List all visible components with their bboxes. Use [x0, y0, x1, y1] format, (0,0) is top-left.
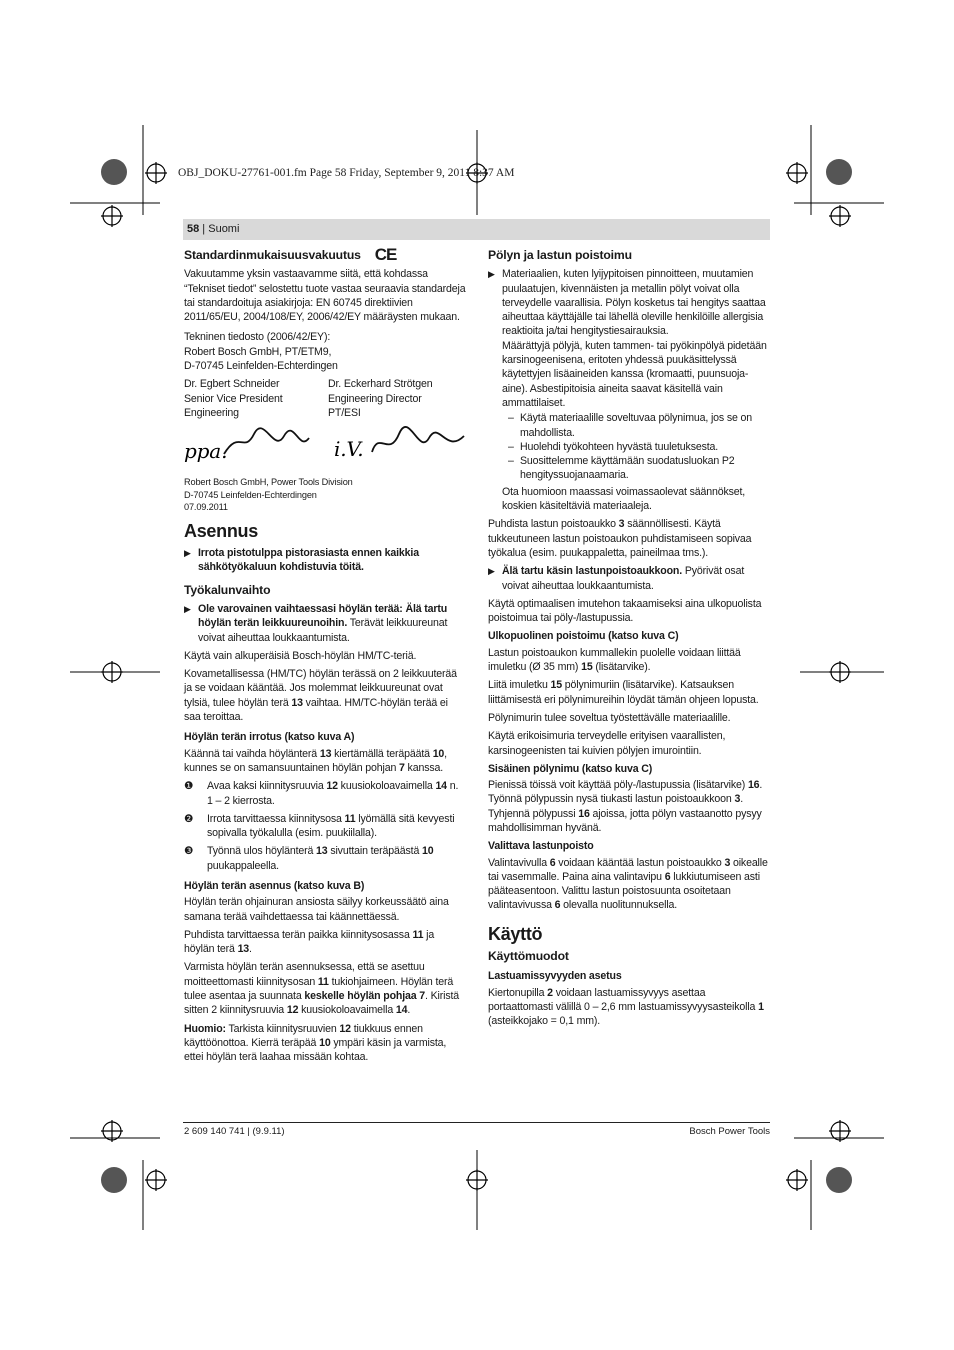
- conformity-text: Vakuutamme yksin vastaavamme siitä, että kohdassa “Tekniset tiedot” selostettu tuote vastaa seuraavia standardeja tai standardoituja asiakirjoja: EN 60745 direktiivien 2011/65/EU, 2004/108/EY, 2006/42/EY määräysten mukaan.: [184, 268, 466, 324]
- footer-left: 2 609 140 741 | (9.9.11): [184, 1126, 285, 1137]
- text: olevalla nuolitunnuksella.: [560, 899, 678, 912]
- ref: 2: [547, 986, 553, 999]
- step-item: [184, 779, 466, 808]
- dash-item: [488, 440, 770, 454]
- note-label: Huomio:: [184, 1022, 226, 1035]
- signatories: [184, 377, 466, 420]
- text: kanssa.: [404, 761, 444, 774]
- warning-item: [184, 546, 466, 575]
- text: vaihtaa. HM/TC-höylän terää ei saa teroittaa.: [184, 696, 448, 724]
- text: Kiertonupilla: [488, 986, 548, 999]
- step-item: [184, 844, 466, 873]
- warning-text: Irrota pistotulppa pistorasiasta ennen kaikkia sähkötyökaluun kohdistuvia töitä.: [198, 547, 419, 574]
- text: ympäri käsin ja varmista, ettei höylän terä laahaa missään kohtaa.: [184, 1036, 447, 1064]
- conformity-heading: [184, 245, 466, 264]
- ref: 6: [664, 870, 671, 883]
- para-huomio: [184, 1022, 466, 1065]
- ref: 12: [339, 1022, 351, 1035]
- step-item: [184, 812, 466, 841]
- text: Käännä tai vaihda höylänterä: [184, 747, 320, 760]
- ref: 13: [237, 943, 250, 956]
- warning-bold: Älä tartu käsin lastunpoistoaukkoon.: [502, 565, 683, 578]
- text: Varmista höylän terän asennuksessa, että se asettuu moitteettomasti kiinnitysosan: [184, 961, 425, 988]
- text: Suosittelemme käyttämään suodatusluokan P2 hengityssuojanaamaria.: [520, 455, 735, 482]
- text: Käytä materiaalille soveltuvaa pölynimua, jos se on mahdollista.: [520, 412, 753, 439]
- left-column: [184, 245, 466, 1069]
- text: Tarkista kiinnitysruuvien: [225, 1022, 340, 1035]
- ref: 13: [291, 696, 303, 709]
- ref: 10: [319, 1036, 331, 1049]
- text: Lastun poistoaukon kummallekin puolelle voidaan liittää imuletku (Ø 35 mm): [488, 646, 741, 674]
- subsection-tyokalunvaihto: Työkalunvaihto: [184, 582, 271, 597]
- conformity-title: Standardinmukaisuusvakuutus: [184, 248, 361, 262]
- para-optimaalinen: Käytä optimaalisen imutehon takaamiseksi aina ulkopuolista poistoimua tai pöly-/lastupussia.: [488, 597, 762, 625]
- text: voidaan lastuamissyvyys asettaa portaattomasti välillä 0 – 2,6 mm lastuamissyvyysasteikolla: [488, 986, 759, 1013]
- para-puhdista: [184, 928, 466, 957]
- text: voidaan kääntää lastun poistoaukko: [555, 856, 725, 869]
- warning-item: [488, 267, 770, 338]
- company-block: [184, 476, 466, 514]
- ref: 3: [734, 793, 741, 806]
- subsection-kayttomuodot: Käyttömuodot: [488, 949, 569, 964]
- para-saannokset: Ota huomioon maassasi voimassaolevat säännökset, koskien käsiteltäviä materiaaleja.: [502, 485, 746, 513]
- text: kuusiokoloavaimella: [337, 780, 436, 793]
- text: sivuttain teräpäästä: [327, 845, 422, 858]
- page-header: [187, 223, 239, 235]
- subheading-sisainen: Sisäinen pölynimu (katso kuva C): [488, 762, 653, 775]
- text: tiukkuus ennen käyttöönottoa. Kierrä teräpää: [184, 1022, 423, 1049]
- text: Puhdista tarvittaessa terän paikka kiinnitysosassa: [184, 928, 413, 941]
- step-number-icon: ❶: [184, 780, 194, 793]
- para-liita: [488, 678, 770, 707]
- text: Avaa kaksi kiinnitysruuvia: [207, 780, 327, 793]
- ref: 13: [319, 747, 332, 760]
- subheading-lastuamissyvyys: Lastuamissyvyyden asetus: [488, 970, 622, 983]
- ref: 11: [344, 812, 356, 825]
- text: Irrota tarvittaessa kiinnitysosa: [207, 812, 345, 825]
- tech-file: [184, 330, 466, 373]
- text: lyömällä sitä kevyesti sopivalla työkalulla (esim. puukiilalla).: [207, 812, 455, 840]
- triangle-bullet-icon: ▶: [184, 603, 191, 614]
- footer-right: Bosch Power Tools: [689, 1126, 770, 1137]
- text: pölynimuriin (lisätarvike). Katsauksen liittämisestä eri pölynimureihin löydät tämän ohjeen lopusta.: [488, 679, 759, 706]
- warning-rest: Pyörivät osat voivat aiheuttaa loukkaantumista.: [502, 565, 745, 592]
- warning-item: [184, 602, 466, 645]
- text: Työnnä ulos höylänterä: [207, 845, 317, 858]
- company-line: 07.09.2011: [184, 502, 228, 513]
- company-line: Robert Bosch GmbH, Power Tools Division: [184, 477, 353, 488]
- section-asennus: Asennus: [184, 520, 258, 541]
- text: Puhdista lastun poistoaukko: [488, 518, 619, 531]
- file-slug: OBJ_DOKU-27761-001.fm Page 58 Friday, September 9, 2011 8:37 AM: [178, 167, 515, 179]
- text: , kunnes se on samansuuntainen höylän pohjan: [184, 747, 447, 774]
- para-ohjainura: Höylän terän ohjainuran ansiosta säilyy korkeussäätö aina samana terää vaihdettaessa tai käännettäessä.: [184, 896, 449, 923]
- signatory-title: Engineering Director: [328, 392, 422, 405]
- ref: 1: [758, 1000, 764, 1013]
- ref: 7: [399, 761, 405, 774]
- text: .: [407, 1004, 411, 1017]
- heading-polyn: Pölyn ja lastun poistoimu: [488, 248, 632, 262]
- subheading-ulkopuolinen: Ulkopuolinen poistoimu (katso kuva C): [488, 630, 679, 643]
- footer-rule: [183, 1122, 770, 1123]
- warning-rest: Terävät leikkuureunat voivat aiheuttaa loukkaantumista.: [198, 617, 448, 644]
- text: (lisätarvike).: [592, 661, 651, 674]
- ref: 6: [554, 899, 561, 912]
- para-erikoisimuri: Käytä erikoisimuria terveydelle erityisen vaarallisten, karsinogeenisten tai kuivien pölyjen imurointiin.: [488, 730, 726, 757]
- text: säännöllisesti. Käytä tukkeutuneen lastun poistoaukon puhdistamiseen sopivaa työkalua (esim. puukappaletta, paineilmaa tms.).: [488, 518, 752, 559]
- ref: 11: [317, 975, 329, 988]
- text: tukiohjaimeen. Höylän terä tulee asentaa ja suunnata: [184, 975, 454, 1003]
- text: Kovametallisessa (HM/TC) höylän terässä on 2 leikkuuterää ja se voidaan kääntää. Jos molemmat leikkuureunat ovat tylsiä, tulee höylän terä: [184, 668, 457, 709]
- ref: 15: [550, 679, 563, 692]
- dash-bullet-icon: –: [508, 455, 514, 468]
- para-kiertonuppi: [488, 986, 770, 1029]
- tech-file-line: Tekninen tiedosto (2006/42/EY):: [184, 331, 331, 344]
- dash-bullet-icon: –: [508, 412, 514, 425]
- signatory-name: Dr. Eckerhard Strötgen: [328, 378, 433, 391]
- warning-item: [488, 564, 770, 593]
- text: ja höylän terä: [184, 928, 435, 956]
- para-polynimuri: Pölynimurin tulee soveltua työstettävälle materiaalille.: [488, 711, 731, 724]
- signature-iv: i.V.: [334, 437, 364, 462]
- para-valintavipu: [488, 856, 770, 913]
- text: . Työnnä pölypussin nysä tiukasti lastun poistoaukkoon: [488, 779, 763, 806]
- signatory-left: [184, 377, 328, 420]
- ref: 16: [747, 779, 760, 792]
- text: lukkiutumiseen asti pääteasentoon. Valittu lastun poistosuunta osoitetaan valintavivussa: [488, 870, 760, 912]
- ref: 3: [724, 856, 731, 869]
- ref: 15: [581, 661, 593, 674]
- ref: 11: [412, 928, 424, 941]
- step-number-icon: ❸: [184, 845, 194, 858]
- tech-file-line: D-70745 Leinfelden-Echterdingen: [184, 360, 338, 373]
- text: . Kiristä sitten 2 kiinnitysruuvia: [184, 990, 460, 1017]
- signature-ppa: ppa.: [184, 439, 228, 464]
- text: Pienissä töissä voit käyttää pöly-/lastupussia (lisätarvike): [488, 779, 748, 792]
- text: kiertämällä teräpäätä: [331, 747, 433, 760]
- ref: 3: [618, 518, 625, 531]
- tech-file-line: Robert Bosch GmbH, PT/ETM9,: [184, 345, 332, 358]
- signatory-dept: Engineering: [184, 406, 239, 419]
- text: n. 1 – 2 kierrosta.: [207, 780, 459, 807]
- ref: 16: [578, 807, 590, 820]
- text: Valintavivulla: [488, 856, 550, 869]
- text: (asteikkojako = 0,1 mm).: [488, 1015, 601, 1028]
- dash-bullet-icon: –: [508, 440, 514, 453]
- triangle-bullet-icon: ▶: [184, 548, 191, 559]
- language-label: Suomi: [208, 223, 240, 235]
- text: Materiaalien, kuten lyijypitoisen pinnoitteen, muutamien puulaatujen, kivennäisten ja metallin pölyt voivat olla terveydelle vaarallisia. Pölyn kosketus tai hengitys saattaa aiheuttaa käyttäjälle tai lähellä oleville henkilöille allergisia reaktioita ja/tai hengitystiesairauksia.: [502, 268, 766, 338]
- step-number-icon: ❷: [184, 812, 194, 825]
- triangle-bullet-icon: ▶: [488, 269, 495, 280]
- subheading-irrotus: Höylän terän irrotus (katso kuva A): [184, 731, 355, 744]
- ref: 13: [316, 845, 328, 858]
- ref: 14: [395, 1004, 408, 1017]
- ref: 10: [432, 747, 445, 760]
- section-kaytto: Käyttö: [488, 923, 543, 944]
- ref: 12: [286, 1004, 299, 1017]
- text: Liitä imuletku: [488, 679, 551, 692]
- para-varmista: [184, 960, 466, 1017]
- text: Huolehdi työkohteen hyvästä tuuletuksesta.: [520, 440, 719, 453]
- para-irrotus: [184, 747, 466, 776]
- signatory-right: [328, 377, 472, 420]
- dash-item: [488, 454, 770, 483]
- company-line: D-70745 Leinfelden-Echterdingen: [184, 489, 317, 500]
- signatory-dept: PT/ESI: [328, 406, 361, 419]
- para-puhdista-aukko: [488, 517, 770, 560]
- para-bosch: Käytä vain alkuperäisiä Bosch-höylän HM/TC-teriä.: [184, 649, 417, 662]
- signatory-title: Senior Vice President: [184, 392, 283, 405]
- warning-bold: Ole varovainen vaihtaessasi höylän terää: Älä tartu höylän terän leikkuureunoihin.: [198, 602, 448, 630]
- para-imuletku: [488, 646, 770, 675]
- page-number: 58: [187, 223, 200, 235]
- para-karsinogeeni: Määrättyjä pölyjä, kuten tammen- tai pyökinpölyä pidetään karsinogeenisena, eritoten yhdessä puukäsittelyssä käytettyjen lisäaineiden kanssa (kromaatti, puunsuoja-aine). Asbestipitoisia aineita saavat käsitellä vain ammattilaiset.: [502, 339, 767, 409]
- ref: 10: [422, 845, 434, 858]
- handwritten-signatures: [184, 424, 466, 472]
- text: .: [249, 943, 252, 956]
- text: puukappaleella.: [207, 859, 279, 872]
- ref: keskelle höylän pohjaa 7: [304, 990, 426, 1003]
- signatory-name: Dr. Egbert Schneider: [184, 378, 280, 391]
- ref: 12: [326, 780, 338, 793]
- triangle-bullet-icon: ▶: [488, 566, 495, 577]
- para-polypussi: [488, 778, 770, 835]
- ce-mark: CE: [374, 245, 397, 264]
- dash-item: [488, 411, 770, 440]
- text: ajoissa, jotta pölyn vastaanotto pysyy mahdollisimman hyvänä.: [488, 807, 762, 834]
- right-column: [488, 248, 770, 1033]
- header-separator: |: [199, 223, 209, 235]
- subheading-asennus: Höylän terän asennus (katso kuva B): [184, 880, 365, 892]
- ref: 6: [549, 856, 556, 869]
- text: oikealle tai vasemmalle. Paina aina valintavipu: [488, 856, 768, 883]
- header-bar: [183, 219, 770, 240]
- text: . Tyhjennä pölypussi: [488, 793, 744, 820]
- ref: 14: [435, 780, 447, 793]
- text: kuusiokoloavaimella: [298, 1004, 396, 1017]
- para-kovametalli: [184, 667, 466, 724]
- subheading-valittava: Valittava lastunpoisto: [488, 840, 594, 853]
